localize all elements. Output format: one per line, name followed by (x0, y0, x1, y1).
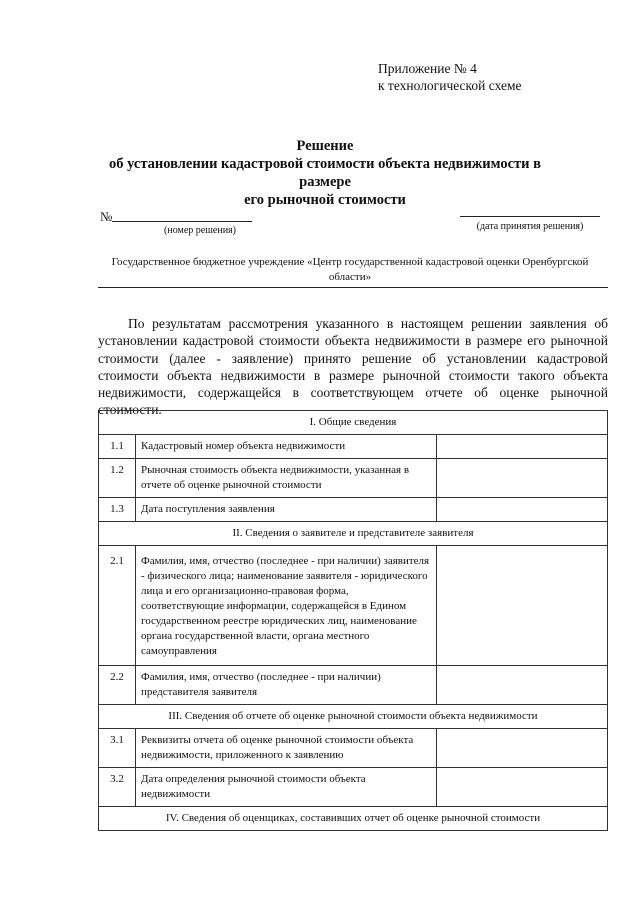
table-row (99, 459, 608, 498)
row-value-cell[interactable] (437, 459, 608, 498)
document-title (90, 137, 560, 209)
row-value-cell[interactable] (437, 666, 608, 705)
row-number: 2.2 (99, 666, 136, 705)
row-label: Дата поступления заявления (136, 498, 437, 522)
row-value-cell[interactable] (437, 435, 608, 459)
title-line-2: об установлении кадастровой стоимости объекта недвижимости в размере (109, 156, 541, 190)
decision-number-line (112, 221, 252, 222)
row-label: Кадастровый номер объекта недвижимости (136, 435, 437, 459)
table-row (99, 546, 608, 666)
section-row (99, 807, 608, 831)
row-number: 1.3 (99, 498, 136, 522)
table-row (99, 498, 608, 522)
row-number: 2.1 (99, 546, 136, 666)
table-row (99, 666, 608, 705)
decision-date-caption: (дата принятия решения) (476, 221, 584, 232)
intro-paragraph: По результатам рассмотрения указанного в настоящем решении заявления об установлении кадастровой стоимости объекта недвижимости в размере его рыночной стоимости (далее - заявление) принято решение об установлении кадастровой стоимости объекта недвижимости в размере рыночной стоимости такого объекта недвижимости, содержащейся в соответствующем отчете об оценке рыночной стоимости. (98, 316, 608, 418)
row-number: 1.1 (99, 435, 136, 459)
section-3-header: III. Сведения об отчете об оценке рыночной стоимости объекта недвижимости (99, 705, 608, 729)
row-label: Реквизиты отчета об оценке рыночной стоимости объекта недвижимости, приложенного к заявлению (136, 729, 437, 768)
decision-table (98, 410, 608, 831)
table-row (99, 729, 608, 768)
row-number: 3.1 (99, 729, 136, 768)
row-value-cell[interactable] (437, 729, 608, 768)
row-label: Фамилия, имя, отчество (последнее - при наличии) заявителя - физического лица; наименование заявителя - юридического лица и его организационно-правовая форма, соответствующие информации, содержащейся в Едином государственном реестре юридических лиц, наименование органа государственной власти, органа местного самоуправления (136, 546, 437, 666)
row-number: 1.2 (99, 459, 136, 498)
table-row (99, 435, 608, 459)
row-number: 3.2 (99, 768, 136, 807)
organization-name: Государственное бюджетное учреждение «Центр государственной кадастровой оценки Оренбургской области» (111, 256, 589, 283)
organization-underline (98, 287, 608, 288)
decision-number-caption: (номер решения) (164, 225, 236, 236)
section-4-header: IV. Сведения об оценщиках, составивших отчет об оценке рыночной стоимости (99, 807, 608, 831)
row-label: Дата определения рыночной стоимости объекта недвижимости (136, 768, 437, 807)
decision-date-line (460, 216, 600, 217)
section-2-header: II. Сведения о заявителе и представителе заявителя (99, 522, 608, 546)
appendix-header (378, 60, 522, 94)
decision-number-prefix: № (100, 209, 113, 224)
section-1-header: I. Общие сведения (99, 411, 608, 435)
title-line-1: Решение (296, 138, 354, 154)
appendix-reference: к технологической схеме (378, 78, 522, 93)
row-label: Рыночная стоимость объекта недвижимости, указанная в отчете об оценке рыночной стоимости (136, 459, 437, 498)
section-row (99, 705, 608, 729)
row-value-cell[interactable] (437, 498, 608, 522)
row-value-cell[interactable] (437, 546, 608, 666)
section-row (99, 411, 608, 435)
table-row (99, 768, 608, 807)
row-value-cell[interactable] (437, 768, 608, 807)
appendix-number: Приложение № 4 (378, 61, 477, 76)
title-line-3: его рыночной стоимости (244, 192, 406, 208)
section-row (99, 522, 608, 546)
row-label: Фамилия, имя, отчество (последнее - при наличии) представителя заявителя (136, 666, 437, 705)
